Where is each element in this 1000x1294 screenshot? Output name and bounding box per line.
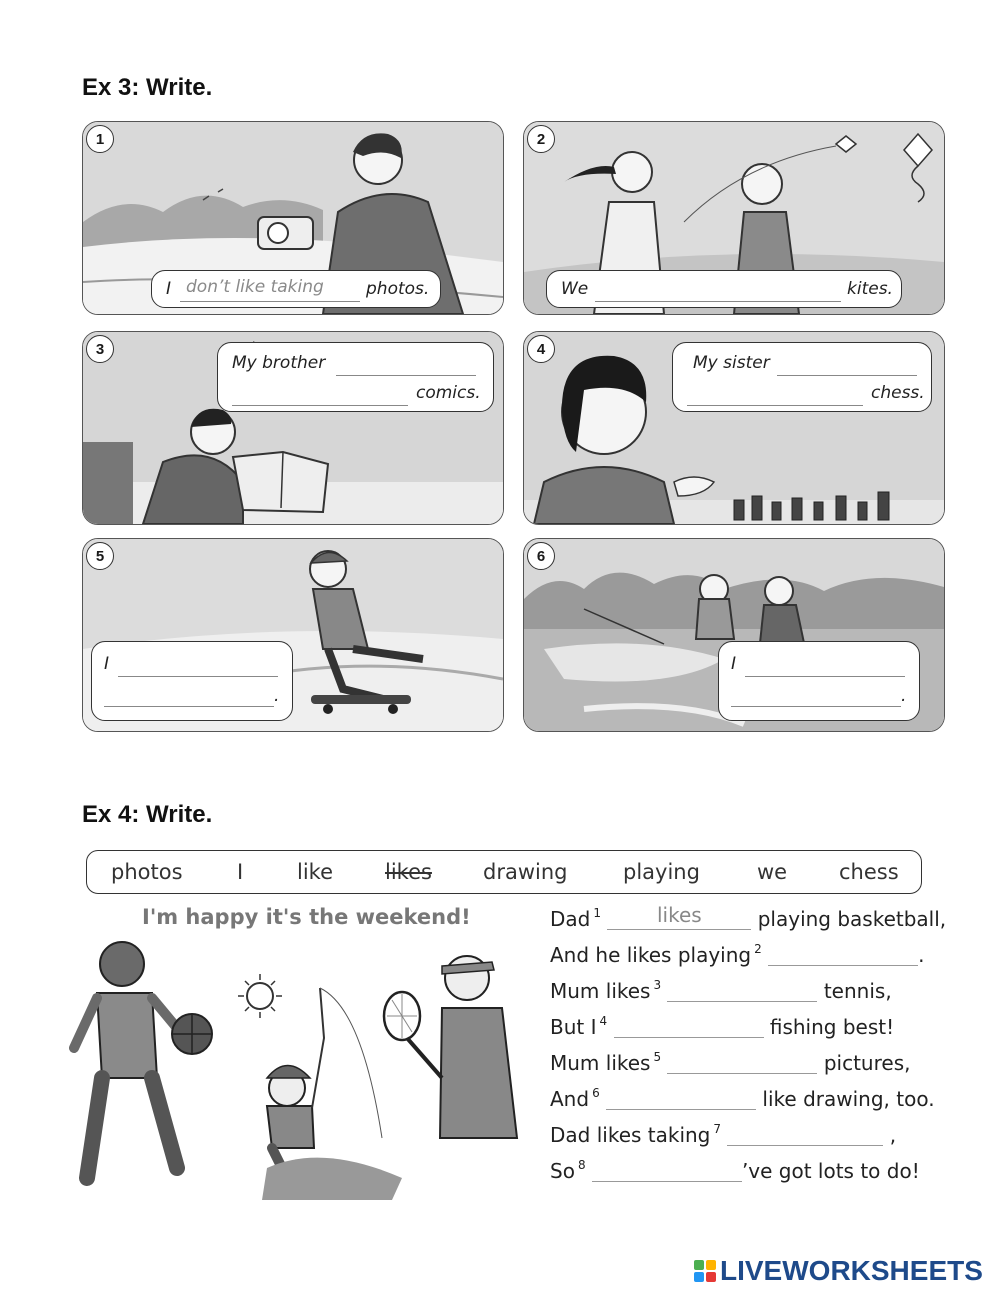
answer-blank[interactable] <box>607 903 751 930</box>
speech-bubble <box>151 270 441 308</box>
speech-bubble <box>718 641 920 721</box>
panel-2 <box>523 121 945 315</box>
blank-number: 2 <box>754 942 762 956</box>
answer-blank[interactable] <box>667 1053 817 1074</box>
speech-bubble <box>91 641 293 721</box>
answer-line[interactable] <box>180 301 360 302</box>
answer-blank[interactable] <box>592 1161 742 1182</box>
line-end: , <box>889 1123 897 1147</box>
sentence-end: . <box>274 686 280 706</box>
sentence-start: My brother <box>232 353 326 373</box>
answer-line-2[interactable] <box>731 706 901 707</box>
word-likes-crossed: likes <box>385 860 432 884</box>
word-chess: chess <box>839 860 899 884</box>
word-we: we <box>757 860 788 884</box>
line-start: Dad <box>550 907 591 931</box>
speech-bubble <box>546 270 902 308</box>
answer-blank[interactable] <box>727 1125 883 1146</box>
panel-3 <box>82 331 504 525</box>
sentence-end: . <box>901 686 907 706</box>
sentence-end: kites. <box>847 279 893 299</box>
line-start: And he likes playing <box>550 943 752 967</box>
line-end: fishing best! <box>769 1015 895 1039</box>
word-drawing: drawing <box>483 860 568 884</box>
line-start: And <box>550 1087 590 1111</box>
answer-blank[interactable] <box>667 981 817 1002</box>
answer-line[interactable] <box>745 676 905 677</box>
line-start: Mum likes <box>550 979 651 1003</box>
blank-number: 3 <box>653 978 662 992</box>
poem-line-7 <box>550 1122 896 1147</box>
line-start: But I <box>550 1015 597 1039</box>
panel-4 <box>523 331 945 525</box>
answer-line[interactable] <box>118 676 278 677</box>
answer-line[interactable] <box>336 375 476 376</box>
line-end: ’ve got lots to do! <box>741 1159 920 1183</box>
line-start: Dad likes taking <box>550 1123 711 1147</box>
panel-number: 2 <box>527 125 555 153</box>
panel-number: 4 <box>527 335 555 363</box>
panel-number: 6 <box>527 542 555 570</box>
answer-line[interactable] <box>777 375 917 376</box>
answer-line[interactable] <box>595 301 841 302</box>
answer-blank[interactable] <box>768 945 918 966</box>
sentence-start: I <box>104 654 110 674</box>
word-bank <box>86 850 922 894</box>
line-start: Mum likes <box>550 1051 651 1075</box>
panel-6 <box>523 538 945 732</box>
poem-line-1 <box>550 903 947 931</box>
sentence-start: I <box>731 654 737 674</box>
sentence-end: chess. <box>871 383 925 403</box>
answer-line-2[interactable] <box>687 405 863 406</box>
word-i: I <box>237 860 244 884</box>
word-like: like <box>297 860 334 884</box>
poem-line-5 <box>550 1050 910 1075</box>
ex3-title: Ex 3: Write. <box>82 74 213 101</box>
sentence-end: photos. <box>366 279 430 299</box>
poem-line-6 <box>550 1086 935 1111</box>
speech-bubble <box>672 342 932 412</box>
line-end: pictures, <box>823 1051 911 1075</box>
line-start: So <box>550 1159 575 1183</box>
liveworksheets-logo[interactable] <box>694 1255 983 1287</box>
sentence-start: My sister <box>693 353 770 373</box>
blank-number: 7 <box>713 1122 722 1136</box>
panel-number: 1 <box>86 125 114 153</box>
weekend-family-illustration <box>62 938 524 1200</box>
panel-1 <box>82 121 504 315</box>
poem-title: I'm happy it's the weekend! <box>142 905 471 929</box>
sentence-end: comics. <box>416 383 481 403</box>
poem-line-4 <box>550 1014 894 1039</box>
sentence-start: We <box>561 279 589 299</box>
answer-blank[interactable] <box>614 1017 764 1038</box>
panel-number: 5 <box>86 542 114 570</box>
logo-mark-icon <box>694 1260 716 1282</box>
answer-text: likes <box>657 903 702 927</box>
sentence-start: I <box>166 279 172 299</box>
panel-number: 3 <box>86 335 114 363</box>
answer-text: don’t like taking <box>186 277 324 297</box>
word-photos: photos <box>111 860 183 884</box>
line-end: . <box>918 943 925 967</box>
blank-number: 4 <box>599 1014 608 1028</box>
word-playing: playing <box>623 860 700 884</box>
panel-5 <box>82 538 504 732</box>
answer-line-2[interactable] <box>104 706 274 707</box>
blank-number: 1 <box>593 906 601 920</box>
ex4-title: Ex 4: Write. <box>82 801 213 828</box>
blank-number: 8 <box>577 1158 586 1172</box>
answer-line-2[interactable] <box>232 405 408 406</box>
line-end: tennis, <box>823 979 892 1003</box>
line-end: like drawing, too. <box>762 1087 935 1111</box>
answer-blank[interactable] <box>606 1089 756 1110</box>
poem-line-3 <box>550 978 892 1003</box>
blank-number: 6 <box>592 1086 600 1100</box>
blank-number: 5 <box>653 1050 662 1064</box>
line-end: playing basketball, <box>757 907 947 931</box>
speech-bubble <box>217 342 494 412</box>
poem-line-8 <box>550 1158 920 1183</box>
poem-line-2 <box>550 942 924 967</box>
logo-text: LIVEWORKSHEETS <box>720 1255 983 1286</box>
